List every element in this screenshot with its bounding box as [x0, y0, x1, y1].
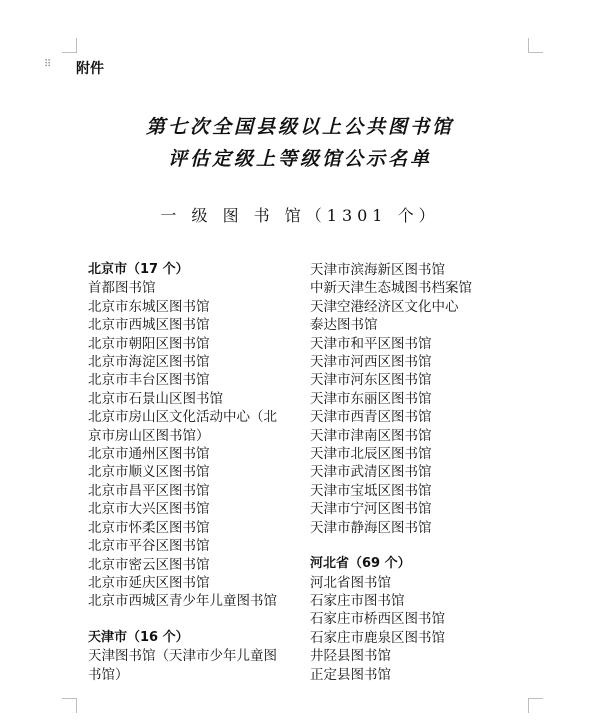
list-item: 北京市顺义区图书馆: [88, 464, 210, 481]
list-item: 井陉县图书馆: [310, 648, 391, 665]
list-item: 泰达图书馆: [310, 317, 378, 334]
list-item: 石家庄市鹿泉区图书馆: [310, 629, 445, 646]
list-item: 天津市武清区图书馆: [310, 464, 432, 481]
region-heading-tianjin: 天津市（16 个）: [88, 629, 189, 645]
corner-mark-top-right: [528, 38, 543, 53]
drag-handle-icon[interactable]: ⠿: [44, 59, 51, 70]
list-item: 北京市东城区图书馆: [88, 298, 210, 315]
list-item: 石家庄市图书馆: [310, 592, 405, 609]
list-item: 北京市丰台区图书馆: [88, 372, 210, 389]
list-item: 北京市昌平区图书馆: [88, 482, 210, 499]
list-item: 天津空港经济区文化中心: [310, 298, 459, 315]
list-item: 石家庄市桥西区图书馆: [310, 611, 445, 628]
left-column: [88, 261, 288, 684]
list-item: 北京市石景山区图书馆: [88, 390, 223, 407]
attachment-label: 附件: [76, 61, 104, 77]
corner-mark-bottom-right: [528, 698, 543, 713]
list-item: 天津市静海区图书馆: [310, 519, 432, 536]
list-item: 天津市宁河区图书馆: [310, 501, 432, 518]
list-item: 北京市怀柔区图书馆: [88, 519, 210, 536]
spacer: [310, 537, 510, 555]
list-item: 天津图书馆（天津市少年儿童图书馆）: [88, 648, 277, 683]
list-item: 北京市通州区图书馆: [88, 446, 210, 463]
spacer: [88, 611, 288, 629]
list-item: 中新天津生态城图书档案馆: [310, 280, 472, 297]
list-item: 河北省图书馆: [310, 574, 391, 591]
tianjin-list: [88, 647, 288, 684]
region-heading-beijing: 北京市（17 个）: [88, 262, 189, 277]
list-item: 北京市大兴区图书馆: [88, 501, 210, 518]
corner-mark-bottom-left: [62, 698, 77, 713]
list-item: 天津市河东区图书馆: [310, 372, 432, 389]
corner-mark-top-left: [62, 38, 77, 53]
list-item: 天津市津南区图书馆: [310, 427, 432, 444]
list-item: 天津市滨海新区图书馆: [310, 262, 445, 278]
document-title-line2: 评估定级上等级馆公示名单: [167, 148, 432, 170]
list-item: 北京市平谷区图书馆: [88, 538, 210, 555]
list-item: 天津市北辰区图书馆: [310, 446, 432, 463]
list-item: 北京市房山区文化活动中心（北京市房山区图书馆）: [88, 409, 277, 444]
list-item: 天津市东丽区图书馆: [310, 390, 432, 407]
list-item: 天津市和平区图书馆: [310, 335, 432, 352]
tianjin-cont-list: [310, 261, 510, 537]
list-item: 北京市延庆区图书馆: [88, 574, 210, 591]
list-item: 北京市西城区青少年儿童图书馆: [88, 593, 277, 610]
right-column: [310, 261, 510, 684]
list-item: 北京市西城区图书馆: [88, 317, 210, 334]
list-item: 北京市朝阳区图书馆: [88, 335, 210, 352]
list-item: 北京市海淀区图书馆: [88, 354, 210, 371]
list-item: 北京市密云区图书馆: [88, 556, 210, 573]
list-item: 首都图书馆: [88, 280, 156, 297]
document-title-line1: 第七次全国县级以上公共图书馆: [145, 116, 454, 138]
list-item: 天津市河西区图书馆: [310, 354, 432, 371]
list-item: 天津市西青区图书馆: [310, 409, 432, 426]
hebei-list: [310, 574, 510, 684]
section-subtitle: 一 级 图 书 馆（1301 个）: [160, 206, 440, 225]
region-heading-hebei: 河北省（69 个）: [310, 556, 411, 572]
beijing-list: [88, 279, 288, 610]
list-item: 正定县图书馆: [310, 666, 391, 683]
list-item: 天津市宝坻区图书馆: [310, 482, 432, 499]
